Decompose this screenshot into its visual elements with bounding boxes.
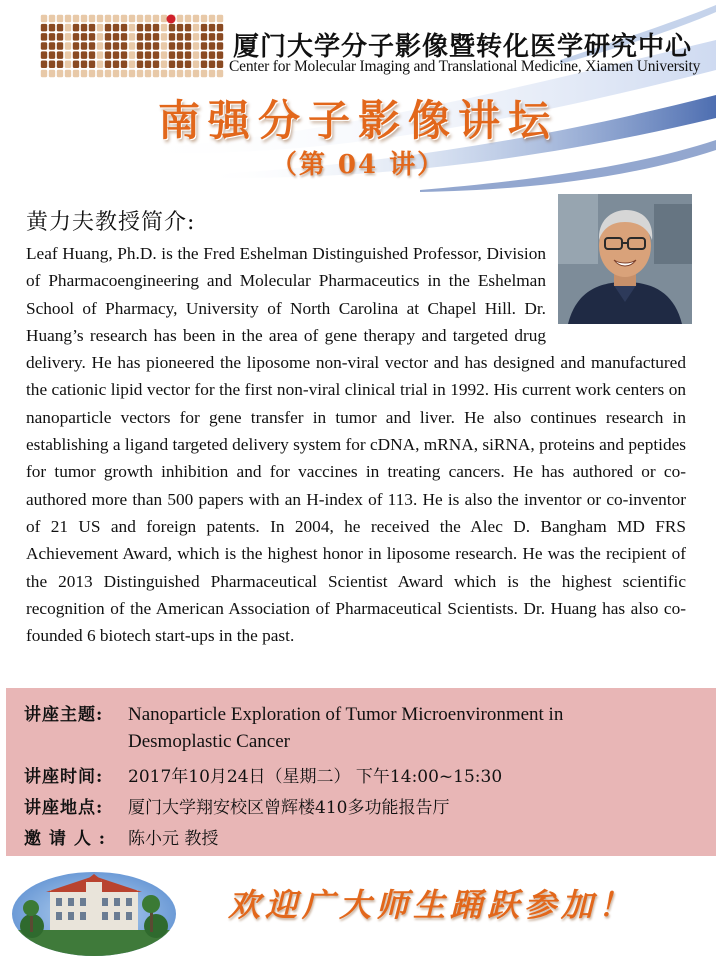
logo-cell xyxy=(209,61,215,69)
logo-cell xyxy=(89,42,95,50)
logo-cell xyxy=(97,42,103,50)
logo-cell xyxy=(89,33,95,41)
logo-cell xyxy=(201,70,207,78)
logo-cell xyxy=(97,61,103,69)
bio-heading: 黄力夫教授简介: xyxy=(26,210,196,235)
logo-cell xyxy=(217,61,223,69)
logo-cell xyxy=(97,24,103,32)
logo-cell xyxy=(121,33,127,41)
lecture-info-box xyxy=(6,688,716,856)
logo-cell xyxy=(121,51,127,59)
logo-cell xyxy=(73,70,79,78)
logo-cell xyxy=(177,15,183,22)
logo-cell xyxy=(73,51,79,59)
logo-cell xyxy=(49,70,55,78)
logo-cell xyxy=(113,61,119,69)
logo-cell xyxy=(81,70,87,78)
logo-cell xyxy=(129,61,135,69)
logo-cell xyxy=(81,51,87,59)
logo-cell xyxy=(57,15,63,22)
logo-cell xyxy=(89,51,95,59)
logo-cell xyxy=(121,70,127,78)
logo-cell xyxy=(41,15,47,22)
logo-cell xyxy=(209,70,215,78)
logo-cell xyxy=(65,61,71,69)
logo-cell xyxy=(145,51,151,59)
logo-cell xyxy=(161,42,167,50)
logo-cell xyxy=(185,15,191,22)
logo-cell xyxy=(89,15,95,22)
logo-cell xyxy=(129,51,135,59)
logo-cell xyxy=(169,33,175,41)
logo-cell xyxy=(153,42,159,50)
logo-cell xyxy=(193,24,199,32)
logo-cell xyxy=(201,51,207,59)
logo-cell xyxy=(161,51,167,59)
logo-cell xyxy=(137,61,143,69)
logo-cell xyxy=(193,15,199,22)
welcome-message: 欢迎广大师生踊跃参加！ xyxy=(228,886,636,924)
logo-cell xyxy=(145,33,151,41)
logo-cell xyxy=(169,61,175,69)
logo-cell xyxy=(217,51,223,59)
logo-cell xyxy=(177,70,183,78)
logo-cell xyxy=(209,51,215,59)
logo-cell xyxy=(121,61,127,69)
topic-row xyxy=(24,700,563,726)
speaker-bio-text: Leaf Huang, Ph.D. is the Fred Eshelman Distinguished Professor, Division of Pharmacoengineering and Molecular Pharmaceutics in the Eshelman School of Pharmacy, University of North Carolina at Chapel Hill. Dr. Huang’s research has been in the area of gene therapy and targeted drug delivery. He has pioneered the liposome non-viral vector and has designed and manufactured the cationic lipid vector for the first non-viral clinical trial in 1992. His current work centers on nanoparticle vectors for gene transfer in tumor and liver. He also continues research in establishing a ligand targeted delivery system for cDNA, mRNA, siRNA, proteins and peptides for tumor growth inhibition and for vaccines in treating cancers. He has authored or co-authored more than 500 papers with an H-index of 113. He is also the inventor or co-inventor of 21 US and foreign patents. In 2004, he received the Alec D. Bangham MD FRS Achievement Award, which is the highest honor in liposome research. He was the recipient of the 2013 Distinguished Pharmaceutical Scientist Award which is the highest scientific recognition of the American Association of Pharmaceutical Scientists. Dr. Huang has also co-founded 6 biotech start-ups in the past. xyxy=(26,244,686,646)
logo-cell xyxy=(209,33,215,41)
logo-cell xyxy=(161,33,167,41)
logo-cell xyxy=(97,70,103,78)
logo-cell xyxy=(217,24,223,32)
logo-cell xyxy=(153,15,159,22)
place-row xyxy=(24,793,449,819)
logo-cell xyxy=(81,42,87,50)
logo-cell xyxy=(201,15,207,22)
logo-cell xyxy=(137,70,143,78)
logo-cell xyxy=(177,61,183,69)
logo-cell xyxy=(81,15,87,22)
logo-cell xyxy=(137,24,143,32)
campus-building-image xyxy=(10,868,178,956)
logo-cell xyxy=(185,51,191,59)
logo-cell xyxy=(153,70,159,78)
logo-cell xyxy=(185,42,191,50)
org-name-en: Center for Molecular Imaging and Translational Medicine, Xiamen University xyxy=(229,58,701,75)
logo-cell xyxy=(65,24,71,32)
logo-cell xyxy=(105,33,111,41)
logo-cell xyxy=(145,42,151,50)
logo-cell xyxy=(169,24,175,32)
logo-cell xyxy=(41,70,47,78)
logo-cell xyxy=(209,42,215,50)
logo-cell xyxy=(121,42,127,50)
logo-cell xyxy=(193,70,199,78)
logo-cell xyxy=(129,42,135,50)
logo-cell xyxy=(209,24,215,32)
logo-cell xyxy=(209,15,215,22)
logo-cell xyxy=(89,70,95,78)
logo-cell xyxy=(65,51,71,59)
logo-cell xyxy=(105,42,111,50)
logo-cell xyxy=(89,24,95,32)
logo-red-dot xyxy=(167,15,176,24)
logo-cell xyxy=(137,51,143,59)
logo-cell xyxy=(89,61,95,69)
topic-value-line1: Nanoparticle Exploration of Tumor Microenvironment in xyxy=(128,704,564,725)
host-label: 邀 请 人 : xyxy=(24,829,107,849)
logo-cell xyxy=(97,15,103,22)
logo-cell xyxy=(185,33,191,41)
logo-cell xyxy=(49,15,55,22)
logo-cell xyxy=(41,24,47,32)
logo-cell xyxy=(193,42,199,50)
series-title: 南强分子影像讲坛 xyxy=(157,96,558,145)
logo-cell xyxy=(153,61,159,69)
logo-cell xyxy=(137,42,143,50)
logo-cell xyxy=(169,51,175,59)
logo-cell xyxy=(49,42,55,50)
logo-cell xyxy=(145,24,151,32)
logo-cell xyxy=(41,51,47,59)
speaker-bio xyxy=(26,240,686,649)
logo-cell xyxy=(129,15,135,22)
logo-cell xyxy=(41,61,47,69)
logo-cell xyxy=(105,61,111,69)
logo-cell xyxy=(177,33,183,41)
logo-cell xyxy=(41,33,47,41)
logo-cell xyxy=(145,15,151,22)
logo-cell xyxy=(113,24,119,32)
logo-cell xyxy=(57,70,63,78)
logo-cell xyxy=(121,15,127,22)
logo-cell xyxy=(185,24,191,32)
logo-cell xyxy=(193,61,199,69)
lecture-number: （第 04 讲） xyxy=(270,150,446,180)
logo-cell xyxy=(73,15,79,22)
logo-cell xyxy=(129,70,135,78)
logo-cell xyxy=(169,42,175,50)
logo-cell xyxy=(113,51,119,59)
logo-cell xyxy=(201,42,207,50)
logo-cell xyxy=(65,15,71,22)
logo-cell xyxy=(105,70,111,78)
logo-cell xyxy=(129,24,135,32)
logo-cell xyxy=(177,42,183,50)
logo-cell xyxy=(185,70,191,78)
center-logo-icon xyxy=(40,14,224,78)
logo-cell xyxy=(201,33,207,41)
logo-cell xyxy=(217,15,223,22)
logo-cell xyxy=(65,42,71,50)
logo-cell xyxy=(73,61,79,69)
logo-cell xyxy=(161,61,167,69)
logo-cell xyxy=(137,15,143,22)
logo-cell xyxy=(193,51,199,59)
logo-cell xyxy=(73,33,79,41)
logo-cell xyxy=(177,24,183,32)
logo-cell xyxy=(121,24,127,32)
logo-cell xyxy=(161,15,167,22)
logo-cell xyxy=(145,61,151,69)
logo-cell xyxy=(153,24,159,32)
logo-cell xyxy=(65,70,71,78)
logo-cell xyxy=(161,70,167,78)
logo-cell xyxy=(57,42,63,50)
logo-cell xyxy=(153,51,159,59)
logo-cell xyxy=(105,24,111,32)
logo-cell xyxy=(49,33,55,41)
time-row xyxy=(24,762,502,788)
logo-cell xyxy=(57,61,63,69)
logo-cell xyxy=(49,24,55,32)
logo-cell xyxy=(129,33,135,41)
time-value: 2017年10月24日（星期二） 下午14:00~15:30 xyxy=(128,767,503,787)
logo-cell xyxy=(57,33,63,41)
logo-cell xyxy=(81,33,87,41)
logo-cell xyxy=(113,42,119,50)
logo-cell xyxy=(57,51,63,59)
place-label: 讲座地点: xyxy=(24,798,104,818)
logo-cell xyxy=(137,33,143,41)
logo-cell xyxy=(169,70,175,78)
logo-cell xyxy=(145,70,151,78)
logo-cell xyxy=(217,33,223,41)
logo-cell xyxy=(177,51,183,59)
logo-cell xyxy=(105,51,111,59)
logo-cell xyxy=(97,51,103,59)
logo-cell xyxy=(49,51,55,59)
logo-cell xyxy=(201,24,207,32)
logo-cell xyxy=(41,42,47,50)
place-value: 厦门大学翔安校区曾辉楼410多功能报告厅 xyxy=(128,798,450,818)
logo-cell xyxy=(57,24,63,32)
time-label: 讲座时间: xyxy=(24,767,104,787)
logo-cell xyxy=(65,33,71,41)
logo-cell xyxy=(81,61,87,69)
logo-cell xyxy=(153,33,159,41)
topic-value-line2: Desmoplastic Cancer xyxy=(128,731,290,752)
logo-cell xyxy=(105,15,111,22)
org-name-cn: 厦门大学分子影像暨转化医学研究中心 xyxy=(233,32,693,62)
logo-cell xyxy=(193,33,199,41)
logo-cell xyxy=(185,61,191,69)
logo-cell xyxy=(113,70,119,78)
logo-cell xyxy=(73,24,79,32)
host-row xyxy=(24,824,218,850)
logo-cell xyxy=(81,24,87,32)
logo-cell xyxy=(217,70,223,78)
host-value: 陈小元 教授 xyxy=(128,829,219,849)
logo-cell xyxy=(97,33,103,41)
logo-cell xyxy=(113,33,119,41)
topic-row-continued xyxy=(24,731,290,753)
topic-label: 讲座主题: xyxy=(24,705,104,725)
logo-cell xyxy=(73,42,79,50)
logo-cell xyxy=(201,61,207,69)
logo-cell xyxy=(217,42,223,50)
logo-cell xyxy=(113,15,119,22)
logo-cell xyxy=(49,61,55,69)
logo-cell xyxy=(161,24,167,32)
